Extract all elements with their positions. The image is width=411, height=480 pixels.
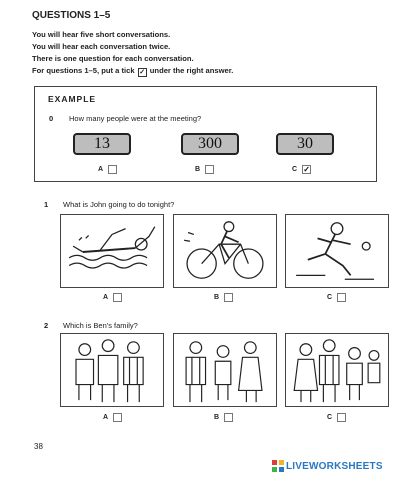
- example-option-c-value: 30: [276, 133, 334, 155]
- question-2-option-c: [327, 413, 346, 422]
- page-number: 38: [34, 442, 43, 451]
- question-2-option-b: [214, 413, 233, 422]
- family-icon: [286, 334, 388, 406]
- example-option-b-value: 300: [181, 133, 239, 155]
- example-checkbox-a[interactable]: [108, 165, 117, 174]
- option-letter: A: [103, 414, 109, 421]
- swimming-icon: [61, 215, 163, 287]
- question-1-checkbox-c[interactable]: [337, 293, 346, 302]
- heading: QUESTIONS 1–5: [32, 10, 111, 21]
- question-2-checkbox-a[interactable]: [113, 413, 122, 422]
- option-letter: C: [292, 166, 298, 173]
- example-option-c: [292, 165, 311, 174]
- tick-icon: ✓: [139, 69, 146, 76]
- question-1-checkbox-a[interactable]: [113, 293, 122, 302]
- family-icon: [61, 334, 163, 406]
- instruction-2: You will hear each conversation twice.: [32, 42, 171, 51]
- option-letter: B: [214, 414, 220, 421]
- example-box: [34, 86, 377, 182]
- example-option-a: [98, 165, 117, 174]
- example-option-b: [195, 165, 214, 174]
- instruction-4: [32, 66, 233, 77]
- question-1-option-c: [327, 293, 346, 302]
- question-2-checkbox-b[interactable]: [224, 413, 233, 422]
- example-number: 0: [49, 114, 54, 123]
- brand-name[interactable]: LIVEWORKSHEETS: [286, 461, 383, 472]
- example-question: How many people were at the meeting?: [69, 114, 202, 123]
- question-1-text: What is John going to do tonight?: [63, 200, 175, 209]
- option-letter: B: [195, 166, 201, 173]
- example-checkbox-c[interactable]: ✓: [303, 165, 310, 174]
- question-1-checkbox-b[interactable]: [224, 293, 233, 302]
- option-letter: A: [98, 166, 104, 173]
- liveworksheets-logo-icon: [272, 460, 284, 472]
- question-2-checkbox-c[interactable]: [337, 413, 346, 422]
- cycling-icon: [174, 215, 276, 287]
- family-icon: [174, 334, 276, 406]
- option-letter: C: [327, 414, 333, 421]
- question-2-text: Which is Ben's family?: [63, 321, 138, 330]
- question-2-picture-c[interactable]: [285, 333, 389, 407]
- question-2-picture-a[interactable]: [60, 333, 164, 407]
- question-1-picture-b[interactable]: [173, 214, 277, 288]
- question-1-number: 1: [44, 200, 49, 209]
- question-1-picture-c[interactable]: [285, 214, 389, 288]
- instruction-4-before: For questions 1–5, put a tick: [32, 66, 135, 75]
- instruction-4-after: under the right answer.: [149, 66, 234, 75]
- example-option-a-value: 13: [73, 133, 131, 155]
- option-letter: A: [103, 294, 109, 301]
- question-1-picture-a[interactable]: [60, 214, 164, 288]
- question-1-option-b: [214, 293, 233, 302]
- option-letter: B: [214, 294, 220, 301]
- football-icon: [286, 215, 388, 287]
- question-1-option-a: [103, 293, 122, 302]
- example-title: EXAMPLE: [48, 94, 97, 104]
- question-2-picture-b[interactable]: [173, 333, 277, 407]
- instruction-1: You will hear five short conversations.: [32, 30, 171, 39]
- instruction-3: There is one question for each conversation.: [32, 54, 194, 63]
- question-2-option-a: [103, 413, 122, 422]
- question-2-number: 2: [44, 321, 49, 330]
- example-checkbox-b[interactable]: [205, 165, 214, 174]
- option-letter: C: [327, 294, 333, 301]
